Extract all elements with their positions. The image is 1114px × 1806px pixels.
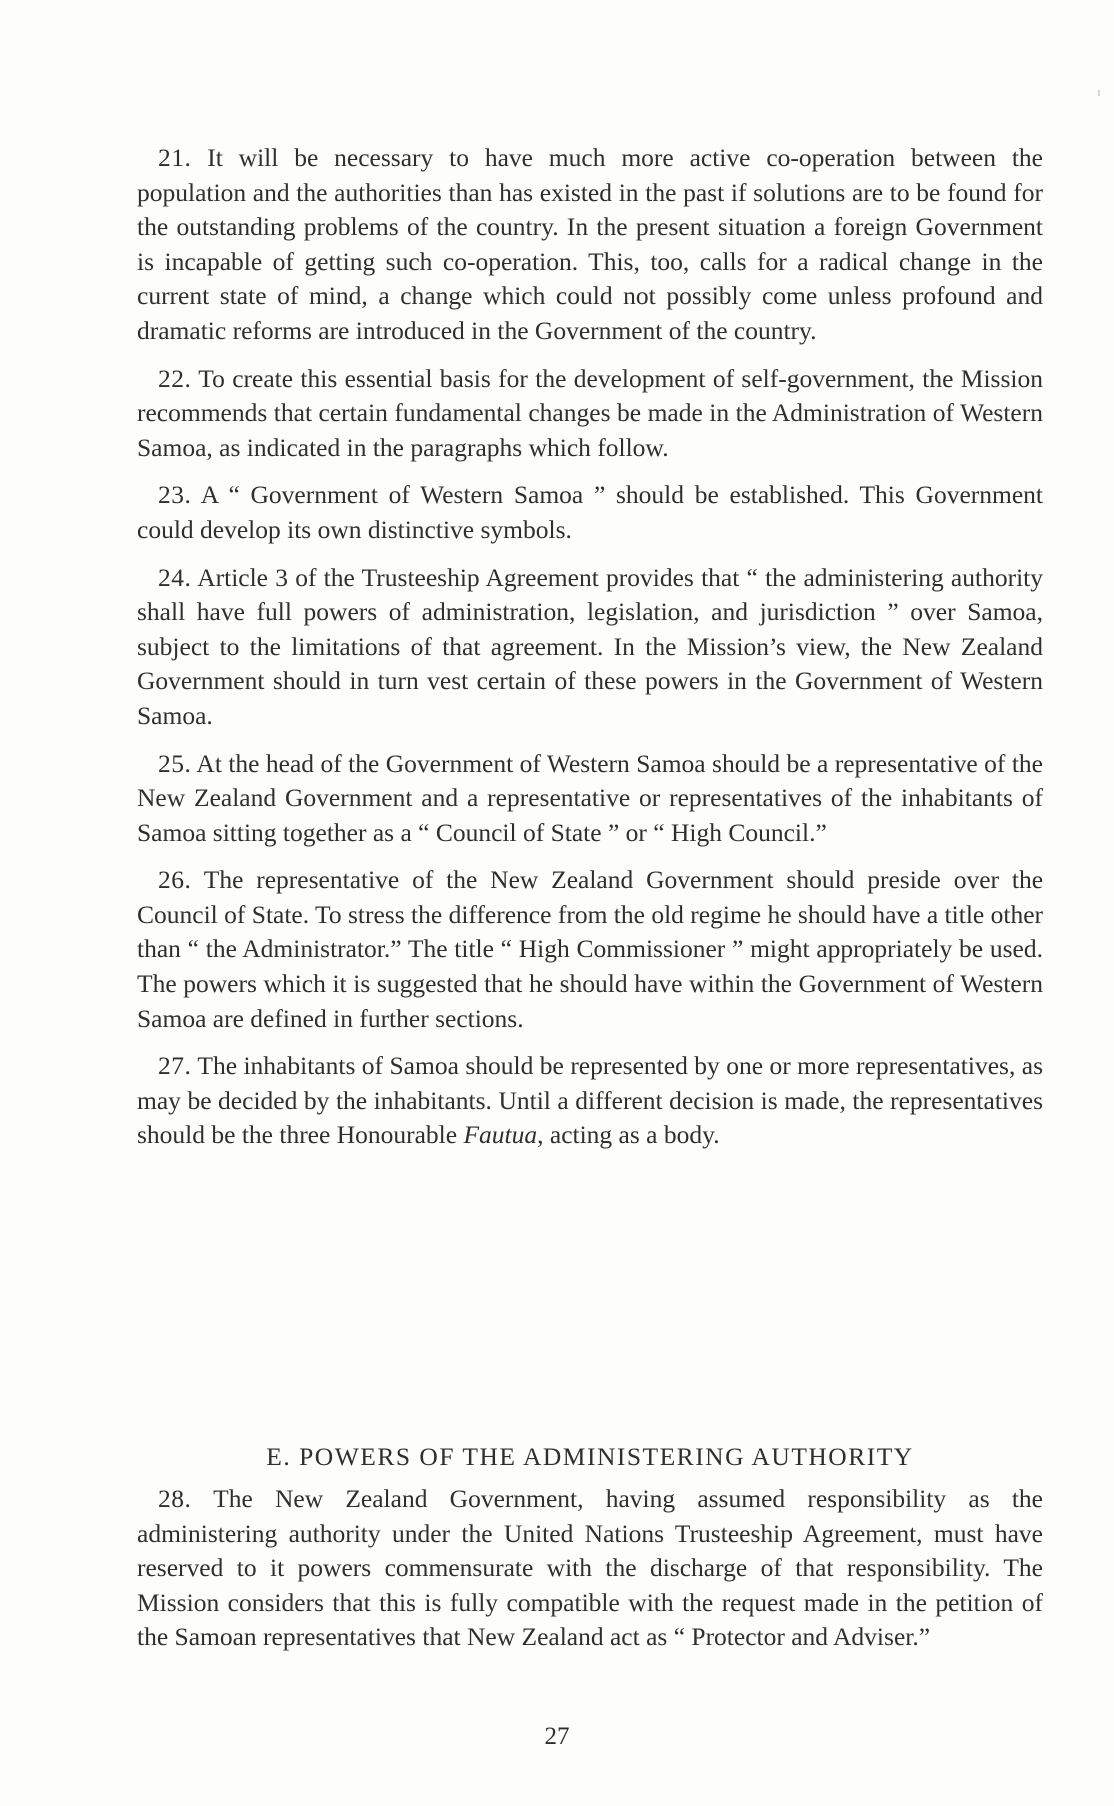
paragraph-number: 27. [158, 1051, 192, 1081]
paragraph-text: The representative of the New Zealand Government should preside over the Council of State. To stress the difference from the old regime he should have a title other than “ the Administrator.” The title “ High Commissioner ” might appropriately be used. The powers which it is suggested that he should have within the Government of Western Samoa are defined in further sections. [137, 865, 1044, 1033]
paragraph-21 [137, 141, 1043, 349]
paragraph-22 [137, 362, 1043, 466]
paragraph-text-after: , acting as a body. [537, 1120, 720, 1150]
scan-edge-mark [1098, 90, 1100, 96]
paragraph-28 [137, 1482, 1043, 1655]
paragraph-text: To create this essential basis for the development of self-government, the Mission recommends that certain fundamental changes be made in the Administration of Western Samoa, as indicated in the paragraphs which follow. [137, 363, 1043, 462]
paragraph-text: At the head of the Government of Western Samoa should be a representative of the New Zealand Government and a representative or representatives of the inhabitants of Samoa sitting together as a “ Council of State ” or “ High Council.” [137, 748, 1043, 847]
paragraph-number: 25. [158, 748, 192, 778]
paragraph-italic-term: Fautua [463, 1120, 538, 1150]
section-body-text [137, 1482, 1043, 1668]
page-number: 27 [544, 1723, 570, 1750]
paragraph-23 [137, 478, 1043, 547]
paragraph-27 [137, 1049, 1043, 1153]
paragraph-text: It will be necessary to have much more active co-operation between the population and the authorities than has existed in the past if solutions are to be found for the outstanding problems of the country. In the present situation a foreign Government is incapable of getting such co-operation. This, too, calls for a radical change in the current state of mind, a change which could not possibly come unless profound and dramatic reforms are introduced in the Government of the country. [137, 143, 1043, 345]
paragraph-26 [137, 863, 1043, 1036]
body-text [137, 141, 1043, 1166]
paragraph-number: 28. [158, 1484, 192, 1513]
paragraph-24 [137, 561, 1043, 734]
paragraph-text: The New Zealand Government, having assumed responsibility as the administering authority under the United Nations Trusteeship Agreement, must have reserved to it powers commensurate with the discharge of that responsibility. The Mission considers that this is fully compatible with the request made in the petition of the Samoan representatives that New Zealand act as “ Protector and Adviser.” [137, 1484, 1043, 1652]
section-heading: E. POWERS OF THE ADMINISTERING AUTHORITY [266, 1442, 914, 1471]
paragraph-number: 21. [158, 143, 192, 172]
paragraph-number: 23. [158, 480, 192, 510]
paragraph-number: 24. [158, 562, 192, 592]
paragraph-text-before: The inhabitants of Samoa should be represented by one or more representatives, as may be decided by the inhabitants. Until a different decision is made, the representatives should be the three Honourable [137, 1051, 1044, 1150]
paragraph-number: 22. [158, 363, 192, 393]
paragraph-text: A “ Government of Western Samoa ” should be established. This Government could develop its own distinctive symbols. [137, 480, 1043, 544]
paragraph-number: 26. [158, 865, 192, 895]
paragraph-25 [137, 747, 1043, 851]
paragraph-text: Article 3 of the Trusteeship Agreement provides that “ the administering authority shall have full powers of administration, legislation, and jurisdiction ” over Samoa, subject to the limitations of that agreement. In the Mission’s view, the New Zealand Government should in turn vest certain of these powers in the Government of Western Samoa. [137, 562, 1043, 730]
